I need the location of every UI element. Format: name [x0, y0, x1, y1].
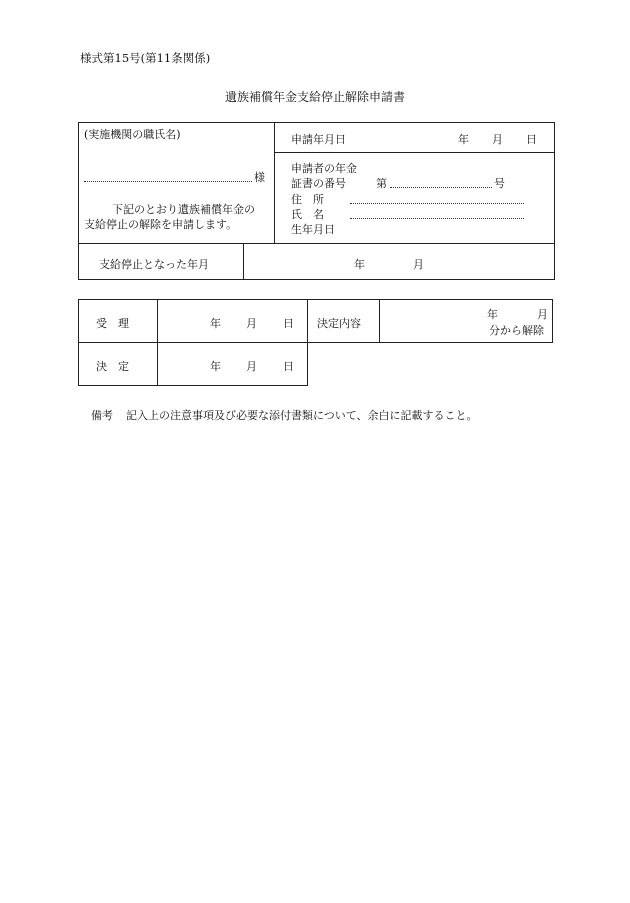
receipt-year: 年	[210, 317, 221, 330]
cert-number-field[interactable]	[390, 187, 492, 188]
form-title: 遺族補償年金支給停止解除申請書	[224, 90, 405, 104]
note-label: 備考	[91, 409, 113, 422]
addressee-label: (実施機関の職氏名)	[84, 128, 181, 141]
release-text: 分から解除	[489, 324, 544, 337]
release-month: 月	[537, 308, 548, 321]
statement-line2: 支給停止の解除を申請します。	[84, 218, 238, 231]
application-date-label: 申請年月日	[291, 133, 346, 146]
cert-prefix: 第	[376, 177, 387, 190]
cert-suffix: 号	[494, 177, 505, 190]
address-label: 住 所	[291, 193, 324, 206]
application-year: 年	[458, 133, 469, 146]
receipt-label: 受 理	[96, 317, 129, 330]
decision-month: 月	[246, 360, 257, 373]
name-field[interactable]	[350, 218, 524, 219]
decision-content-label: 決定内容	[317, 317, 361, 330]
cert-label-line2: 証書の番号	[291, 177, 346, 190]
release-year: 年	[487, 308, 498, 321]
addressee-field[interactable]	[84, 181, 252, 182]
name-label: 氏 名	[291, 208, 324, 221]
decision-label: 決 定	[96, 360, 129, 373]
note-text: 記入上の注意事項及び必要な添付書類について、余白に記載すること。	[126, 409, 478, 422]
decision-day: 日	[283, 360, 294, 373]
statement-line1: 下記のとおり遺族補償年金の	[112, 203, 255, 216]
birthdate-label: 生年月日	[291, 223, 335, 236]
form-number: 様式第15号(第11条関係)	[80, 51, 211, 65]
receipt-month: 月	[246, 317, 257, 330]
suspension-month: 月	[413, 258, 424, 271]
receipt-day: 日	[283, 317, 294, 330]
address-field[interactable]	[350, 203, 524, 204]
honorific: 様	[254, 171, 265, 184]
suspension-year: 年	[354, 258, 365, 271]
cert-label-line1: 申請者の年金	[291, 162, 357, 175]
suspension-label: 支給停止となった年月	[99, 258, 209, 271]
application-month: 月	[492, 133, 503, 146]
application-day: 日	[526, 133, 537, 146]
decision-year: 年	[210, 360, 221, 373]
